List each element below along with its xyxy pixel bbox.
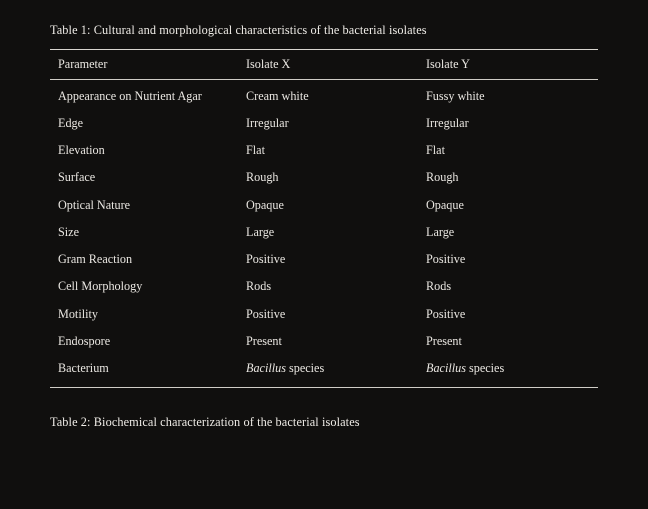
table-row <box>50 79 598 110</box>
table-row <box>50 273 598 300</box>
cell-isolate-y: Flat <box>426 143 445 158</box>
cell-parameter: Endospore <box>58 333 111 348</box>
cell-isolate-x: Large <box>246 224 275 239</box>
cell-parameter: Cell Morphology <box>58 279 143 294</box>
table1 <box>50 49 598 386</box>
cell-isolate-y: Large <box>426 224 455 239</box>
table-row <box>50 219 598 246</box>
column-header-isolate-y: Isolate Y <box>418 49 598 79</box>
cell-isolate-y <box>418 355 598 385</box>
table-row <box>50 355 598 385</box>
table-row <box>50 328 598 355</box>
cell-isolate-y: Opaque <box>426 197 464 212</box>
table1-caption: Table 1: Cultural and morphological characteristics of the bacterial isolates <box>50 23 427 37</box>
cell-parameter: Appearance on Nutrient Agar <box>50 79 238 110</box>
table1-bottom-rule <box>50 387 598 388</box>
table-row <box>50 164 598 191</box>
cell-isolate-x: Rough <box>246 170 279 185</box>
cell-isolate-y: Rough <box>426 170 459 185</box>
species-suffix: species <box>285 361 325 375</box>
cell-isolate-x: Positive <box>246 252 286 267</box>
species-genus-italic: Bacillus <box>426 361 466 375</box>
cell-parameter: Bacterium <box>58 361 109 375</box>
cell-isolate-x: Irregular <box>246 116 289 131</box>
table-row <box>50 246 598 273</box>
cell-isolate-x <box>238 355 418 385</box>
species-genus-italic: Bacillus <box>246 361 286 375</box>
table2-caption: Table 2: Biochemical characterization of the bacterial isolates <box>50 415 360 430</box>
cell-parameter: Optical Nature <box>58 197 131 212</box>
species-suffix: species <box>465 361 505 375</box>
table-row <box>50 137 598 164</box>
column-header-parameter: Parameter <box>50 49 238 79</box>
table-row <box>50 301 598 328</box>
table-row <box>50 192 598 219</box>
cell-isolate-y: Rods <box>426 279 452 294</box>
table1-header <box>50 49 598 79</box>
cell-isolate-y: Positive <box>426 252 466 267</box>
cell-parameter: Size <box>58 224 79 239</box>
cell-parameter: Edge <box>58 116 84 131</box>
table-row <box>50 110 598 137</box>
cell-parameter: Elevation <box>58 143 105 158</box>
cell-isolate-y: Irregular <box>426 116 469 131</box>
table1-body <box>50 79 598 385</box>
cell-isolate-x: Present <box>246 333 282 348</box>
cell-isolate-x: Positive <box>246 306 286 321</box>
cell-isolate-y: Positive <box>426 306 466 321</box>
cell-parameter: Motility <box>58 306 98 321</box>
cell-parameter: Surface <box>58 170 96 185</box>
cell-isolate-x: Flat <box>246 143 265 158</box>
column-header-isolate-x: Isolate X <box>238 49 418 79</box>
cell-isolate-x: Rods <box>246 279 272 294</box>
cell-isolate-x: Cream white <box>238 79 418 110</box>
table-header-row <box>50 49 598 79</box>
cell-isolate-y: Present <box>426 333 462 348</box>
cell-isolate-y: Fussy white <box>418 79 598 110</box>
cell-parameter: Gram Reaction <box>58 252 133 267</box>
cell-isolate-x: Opaque <box>246 197 284 212</box>
